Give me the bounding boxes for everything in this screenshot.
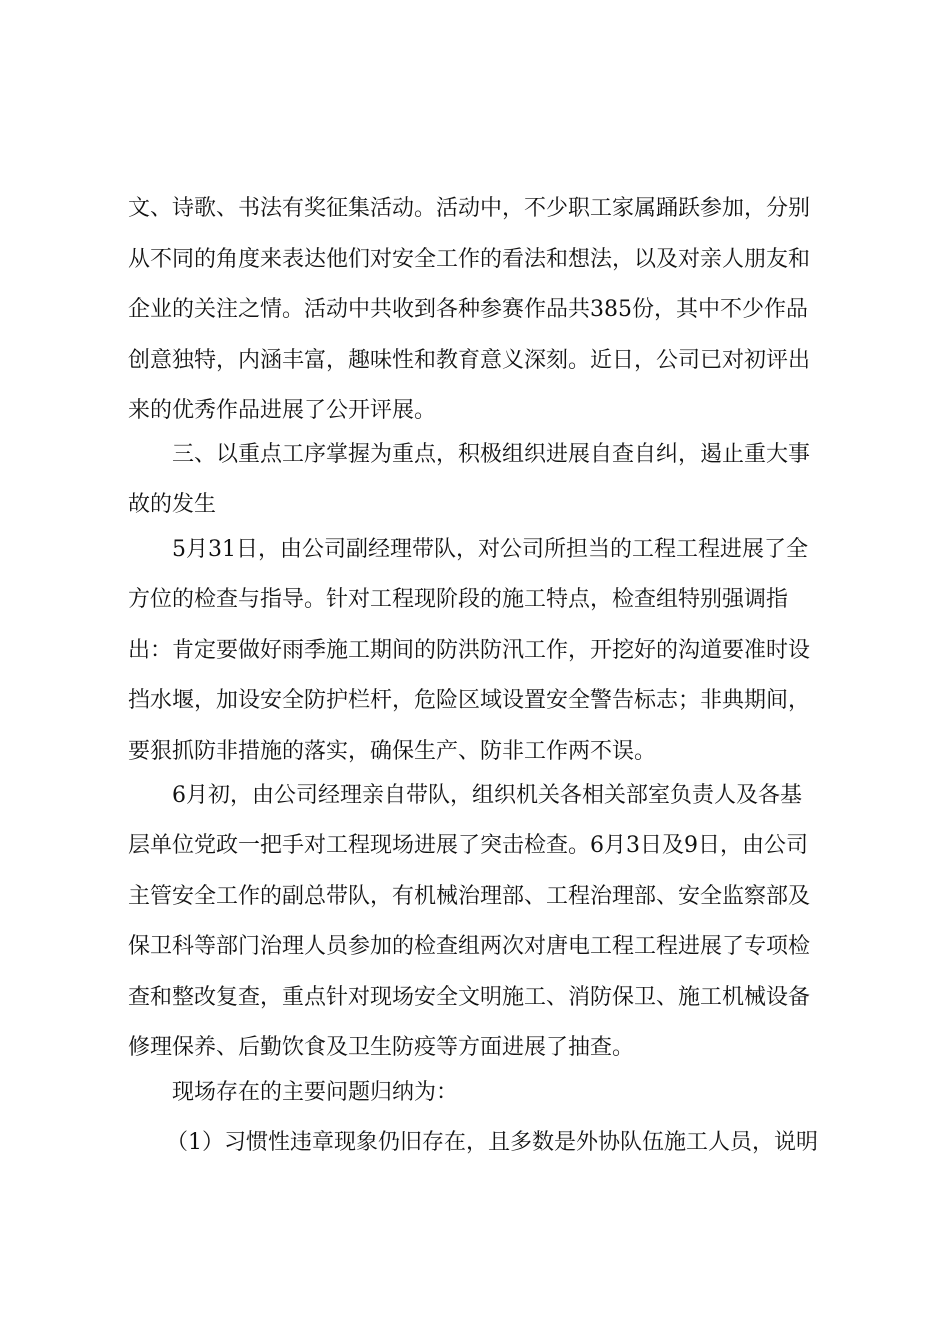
paragraph-line: 现场存在的主要问题归纳为： (172, 1080, 459, 1105)
paragraph-line: 来的优秀作品进展了公开评展。 (128, 398, 437, 423)
paragraph-line: 6月初，由公司经理亲自带队，组织机关各相关部室负责人及各基 (172, 783, 802, 808)
paragraph-line: 从不同的角度来表达他们对安全工作的看法和想法，以及对亲人朋友和 (128, 247, 811, 272)
paragraph-line: 主管安全工作的副总带队，有机械治理部、工程治理部、安全监察部及 (128, 884, 811, 909)
paragraph-line: 层单位党政一把手对工程现场进展了突击检查。6月3日及9日，由公司 (128, 833, 808, 858)
paragraph-line: 企业的关注之情。活动中共收到各种参赛作品共385份，其中不少作品 (128, 297, 808, 322)
paragraph-line: 查和整改复查，重点针对现场安全文明施工、消防保卫、施工机械设备 (128, 985, 811, 1010)
section-heading-line: 故的发生 (128, 492, 217, 517)
paragraph-line: 挡水堰，加设安全防护栏杆，危险区域设置安全警告标志；非典期间， (128, 688, 811, 713)
paragraph-line: 要狠抓防非措施的落实，确保生产、防非工作两不误。 (128, 739, 657, 764)
paragraph-line: 文、诗歌、书法有奖征集活动。活动中，不少职工家属踊跃参加，分别 (128, 196, 811, 221)
paragraph-line: 保卫科等部门治理人员参加的检查组两次对唐电工程工程进展了专项检 (128, 934, 811, 959)
list-item-line: （1）习惯性违章现象仍旧存在，且多数是外协队伍施工人员，说明 (166, 1130, 818, 1155)
paragraph-line: 方位的检查与指导。针对工程现阶段的施工特点，检查组特别强调指 (128, 587, 789, 612)
paragraph-line: 5月31日，由公司副经理带队，对公司所担当的工程工程进展了全 (172, 537, 808, 562)
section-heading-line: 三、以重点工序掌握为重点，积极组织进展自查自纠，遏止重大事 (172, 442, 811, 467)
paragraph-line: 创意独特，内涵丰富，趣味性和教育意义深刻。近日，公司已对初评出 (128, 348, 811, 373)
paragraph-line: 出：肯定要做好雨季施工期间的防洪防汛工作，开挖好的沟道要准时设 (128, 638, 811, 663)
paragraph-line: 修理保养、后勤饮食及卫生防疫等方面进展了抽查。 (128, 1035, 635, 1060)
